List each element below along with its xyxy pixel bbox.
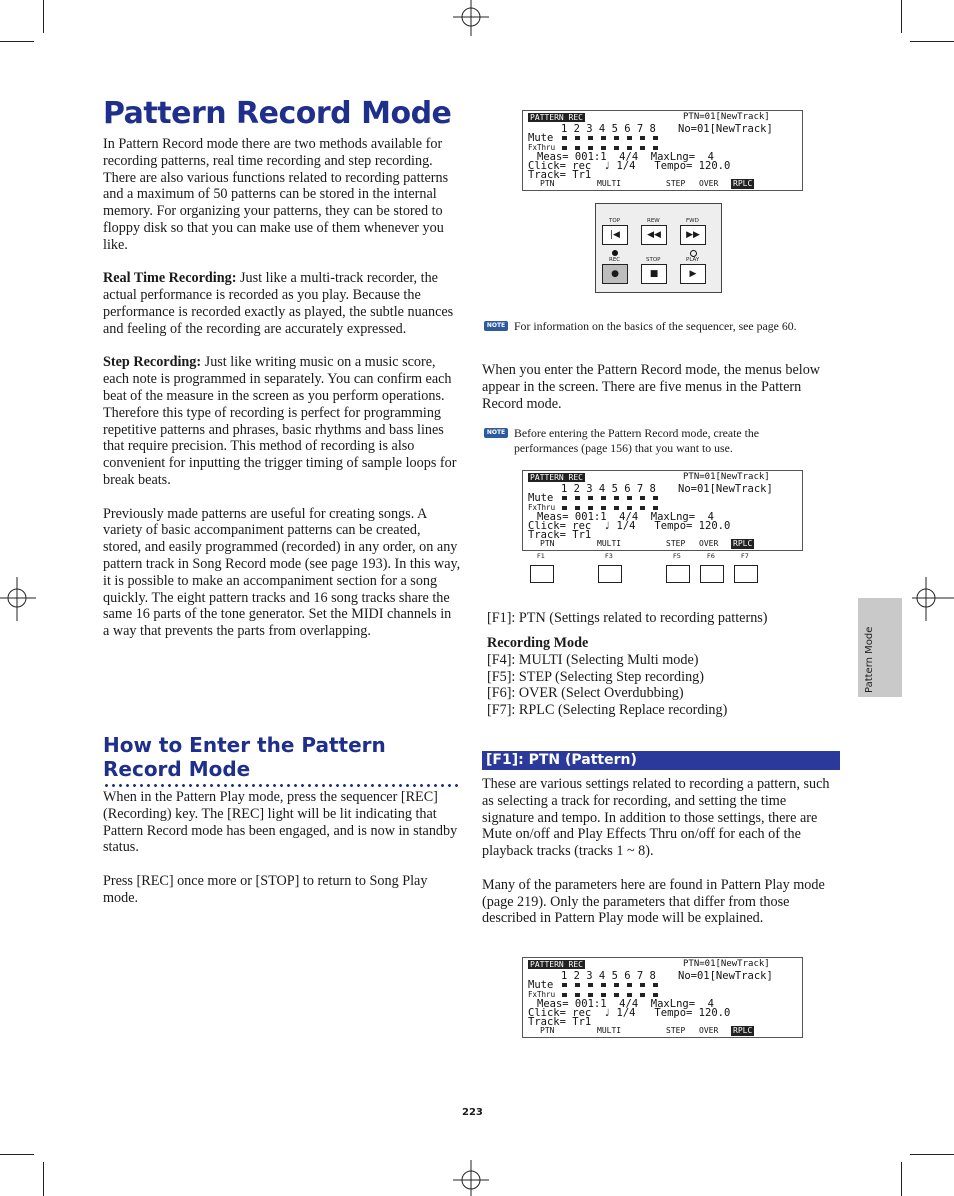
lcd-meas-line: Meas= 001:1 4/4 MaxLng= 4 bbox=[537, 511, 715, 523]
note-icon: NOTE bbox=[484, 321, 508, 331]
side-tab bbox=[858, 598, 902, 697]
lcd-mute-indicators bbox=[557, 136, 697, 141]
crop-mark bbox=[901, 1162, 902, 1196]
registration-mark bbox=[451, 1160, 491, 1196]
fwd-button[interactable]: ▶▶ bbox=[680, 225, 706, 245]
step-paragraph bbox=[103, 354, 461, 488]
label-rew: REW bbox=[647, 218, 660, 224]
menu-rplc: RPLC bbox=[733, 539, 753, 548]
crop-mark bbox=[0, 1154, 34, 1155]
f3-button[interactable] bbox=[598, 565, 622, 583]
menu-ptn: PTN bbox=[540, 539, 555, 548]
section-heading-enter: How to Enter the Pattern Record Mode bbox=[103, 733, 386, 781]
label-top: TOP bbox=[609, 218, 621, 224]
note-icon: NOTE bbox=[484, 428, 508, 438]
lcd-track-line: Track= Tr1 bbox=[528, 169, 592, 181]
lcd-menu bbox=[523, 539, 802, 549]
lcd-header-pattern: PTN=01[NewTrack] bbox=[683, 112, 770, 122]
lcd-menu bbox=[523, 1026, 802, 1036]
play-light-icon bbox=[690, 250, 697, 257]
list-item: [F6]: OVER (Select Overdubbing) bbox=[487, 685, 684, 702]
label-play: PLAY bbox=[686, 257, 700, 263]
lcd-mute-label: Mute bbox=[528, 979, 554, 991]
lcd-fxthru-label: FxThru bbox=[528, 503, 556, 512]
lcd-track-line: Track= Tr1 bbox=[528, 1016, 592, 1028]
f1-paragraph-2: Many of the parameters here are found in Pattern Play mode (page 219). Only the parameters that differ from those described in Pattern Play mode will be explained. bbox=[482, 876, 825, 927]
enter-section-body bbox=[103, 789, 461, 923]
intro-paragraph: In Pattern Record mode there are two methods available for recording patterns, real time recording and step recording. There are also various functions related to recording patterns and a maximum of 50 patterns can be stored in the internal memory. For organizing your patterns, they can be stored to floppy disk so that you can make use of them whenever you like. bbox=[103, 136, 449, 253]
lcd-mute-label: Mute bbox=[528, 492, 554, 504]
lcd-meas-line: Meas= 001:1 4/4 MaxLng= 4 bbox=[537, 151, 715, 163]
lcd-fxthru-label: FxThru bbox=[528, 990, 556, 999]
lcd-header-label: PATTERN REC bbox=[530, 473, 583, 482]
list-item: [F5]: STEP (Selecting Step recording) bbox=[487, 668, 704, 685]
page-number: 223 bbox=[462, 1107, 483, 1118]
realtime-text: Just like a multi-track recorder, the actual performance is recorded as you play. Because the performance is recorded exactly as played, the subtle nuances and feeling of the recording are accurately expressed. bbox=[103, 270, 454, 337]
note-2: Before entering the Pattern Record mode, create the performances (page 156) that you want to use. bbox=[514, 426, 760, 455]
f1-description: [F1]: PTN (Settings related to recording patterns) bbox=[487, 610, 768, 626]
menu-multi: MULTI bbox=[597, 1026, 622, 1035]
label-rec: REC bbox=[609, 257, 621, 263]
lcd-click-line: Click= rec ♩ 1/4 Tempo= 120.0 bbox=[528, 1007, 731, 1019]
f1-button[interactable] bbox=[530, 565, 554, 583]
lcd-screen bbox=[522, 470, 803, 551]
menu-ptn: PTN bbox=[540, 179, 555, 188]
rew-button[interactable]: ◀◀ bbox=[641, 225, 667, 245]
recording-mode-heading: Recording Mode bbox=[487, 635, 589, 651]
f1-label: F1 bbox=[537, 552, 545, 560]
page-title: Pattern Record Mode bbox=[103, 96, 452, 131]
lcd-header-pattern: PTN=01[NewTrack] bbox=[683, 472, 770, 482]
lcd-mute-indicators bbox=[557, 496, 697, 501]
lcd-track-numbers: 1 2 3 4 5 6 7 8 bbox=[561, 123, 656, 135]
lcd-mute-indicators bbox=[557, 983, 697, 988]
lcd-header-label: PATTERN REC bbox=[530, 960, 583, 969]
rec-light-icon bbox=[612, 250, 618, 256]
crop-mark bbox=[901, 0, 902, 33]
lcd-mute-label: Mute bbox=[528, 132, 554, 144]
f1-paragraph-1: These are various settings related to recording a pattern, such as selecting a track for recording, and setting the time signature and tempo. In addition to those settings, there are Mute on/off and Play Effects Thru on/off for each of the playback tracks (tracks 1 ~ 8). bbox=[482, 776, 830, 860]
crop-mark bbox=[910, 41, 954, 42]
registration-mark bbox=[912, 577, 954, 621]
enter-paragraph-1: When in the Pattern Play mode, press the sequencer [REC] (Recording) key. The [REC] light will be lit indicating that Pattern Record mode has been engaged, and is now in standby status. bbox=[103, 789, 458, 856]
transport-panel bbox=[595, 203, 722, 293]
menu-rplc: RPLC bbox=[733, 1026, 753, 1035]
f6-label: F6 bbox=[707, 552, 715, 560]
lcd-header-pattern: PTN=01[NewTrack] bbox=[683, 959, 770, 969]
play-button[interactable]: ▶ bbox=[680, 264, 706, 284]
crop-mark bbox=[43, 0, 44, 33]
f5-button[interactable] bbox=[666, 565, 690, 583]
registration-mark bbox=[0, 577, 36, 621]
f7-button[interactable] bbox=[734, 565, 758, 583]
crop-mark bbox=[0, 41, 34, 42]
crop-mark bbox=[910, 1154, 954, 1155]
menu-over: OVER bbox=[699, 179, 719, 188]
side-tab-label: Pattern Mode bbox=[864, 626, 875, 693]
lcd-screen bbox=[522, 957, 803, 1038]
list-item: [F7]: RPLC (Selecting Replace recording) bbox=[487, 702, 728, 719]
f5-label: F5 bbox=[673, 552, 681, 560]
lcd-track-numbers: 1 2 3 4 5 6 7 8 bbox=[561, 483, 656, 495]
menu-ptn: PTN bbox=[540, 1026, 555, 1035]
crop-mark bbox=[43, 1162, 44, 1196]
top-button[interactable]: |◀ bbox=[602, 225, 628, 245]
lcd-click-line: Click= rec ♩ 1/4 Tempo= 120.0 bbox=[528, 160, 731, 172]
dotted-rule bbox=[103, 784, 460, 787]
f1-section-body bbox=[482, 776, 840, 944]
registration-mark bbox=[451, 0, 491, 36]
f7-label: F7 bbox=[741, 552, 749, 560]
section-heading-f1: [F1]: PTN (Pattern) bbox=[482, 751, 840, 770]
note-1: For information on the basics of the sequencer, see page 60. bbox=[514, 319, 797, 333]
lcd-pattern-number: No=01[NewTrack] bbox=[678, 123, 773, 135]
step-term: Step Recording: bbox=[103, 354, 202, 371]
menu-rplc: RPLC bbox=[733, 179, 753, 188]
recording-mode-list bbox=[487, 635, 842, 719]
label-stop: STOP bbox=[646, 257, 661, 263]
enter-paragraph-2: Press [REC] once more or [STOP] to return to Song Play mode. bbox=[103, 872, 428, 906]
realtime-term: Real Time Recording: bbox=[103, 270, 237, 287]
left-column bbox=[103, 136, 461, 657]
lcd-meas-line: Meas= 001:1 4/4 MaxLng= 4 bbox=[537, 998, 715, 1010]
menu-step: STEP bbox=[666, 539, 686, 548]
step-text: Just like writing music on a music score, each note is programmed in separately. You can confirm each beat of the measure in the screen as you perform operations. Therefore this type of recording is perfect for programming repetitive patterns and phrases, basic rhythms and bass lines that require precision. This method of recording is also convenient for inputting the trigger timing of sample loops for break beats. bbox=[103, 354, 457, 488]
menu-step: STEP bbox=[666, 179, 686, 188]
menu-over: OVER bbox=[699, 1026, 719, 1035]
rec-button[interactable]: ● bbox=[602, 264, 628, 284]
stop-button[interactable]: ■ bbox=[641, 264, 667, 284]
menu-multi: MULTI bbox=[597, 539, 622, 548]
lcd-track-line: Track= Tr1 bbox=[528, 529, 592, 541]
list-item: [F4]: MULTI (Selecting Multi mode) bbox=[487, 651, 699, 668]
menu-multi: MULTI bbox=[597, 179, 622, 188]
f6-button[interactable] bbox=[700, 565, 724, 583]
previously-paragraph: Previously made patterns are useful for creating songs. A variety of basic accompaniment patterns can be created, stored, and easily programmed (recorded) in any order, on any pattern track in Song Record mode (see page 193). In this way, it is possible to make an accompaniment section for a song quickly. The eight pattern tracks and 16 song tracks share the same 16 parts of the tone generator. Set the MIDI channels in a way that prevents the parts from overlapping. bbox=[103, 505, 461, 640]
menu-step: STEP bbox=[666, 1026, 686, 1035]
lcd-track-numbers: 1 2 3 4 5 6 7 8 bbox=[561, 970, 656, 982]
lcd-pattern-number: No=01[NewTrack] bbox=[678, 483, 773, 495]
lcd-screen bbox=[522, 110, 803, 191]
realtime-paragraph bbox=[103, 270, 461, 337]
lcd-pattern-number: No=01[NewTrack] bbox=[678, 970, 773, 982]
label-fwd: FWD bbox=[686, 218, 699, 224]
enter-screen-paragraph: When you enter the Pattern Record mode, the menus below appear in the screen. There are five menus in the Pattern Record mode. bbox=[482, 362, 821, 412]
lcd-click-line: Click= rec ♩ 1/4 Tempo= 120.0 bbox=[528, 520, 731, 532]
f3-label: F3 bbox=[605, 552, 613, 560]
lcd-menu bbox=[523, 179, 802, 189]
menu-over: OVER bbox=[699, 539, 719, 548]
lcd-header-label: PATTERN REC bbox=[530, 113, 583, 122]
lcd-fxthru-label: FxThru bbox=[528, 143, 556, 152]
